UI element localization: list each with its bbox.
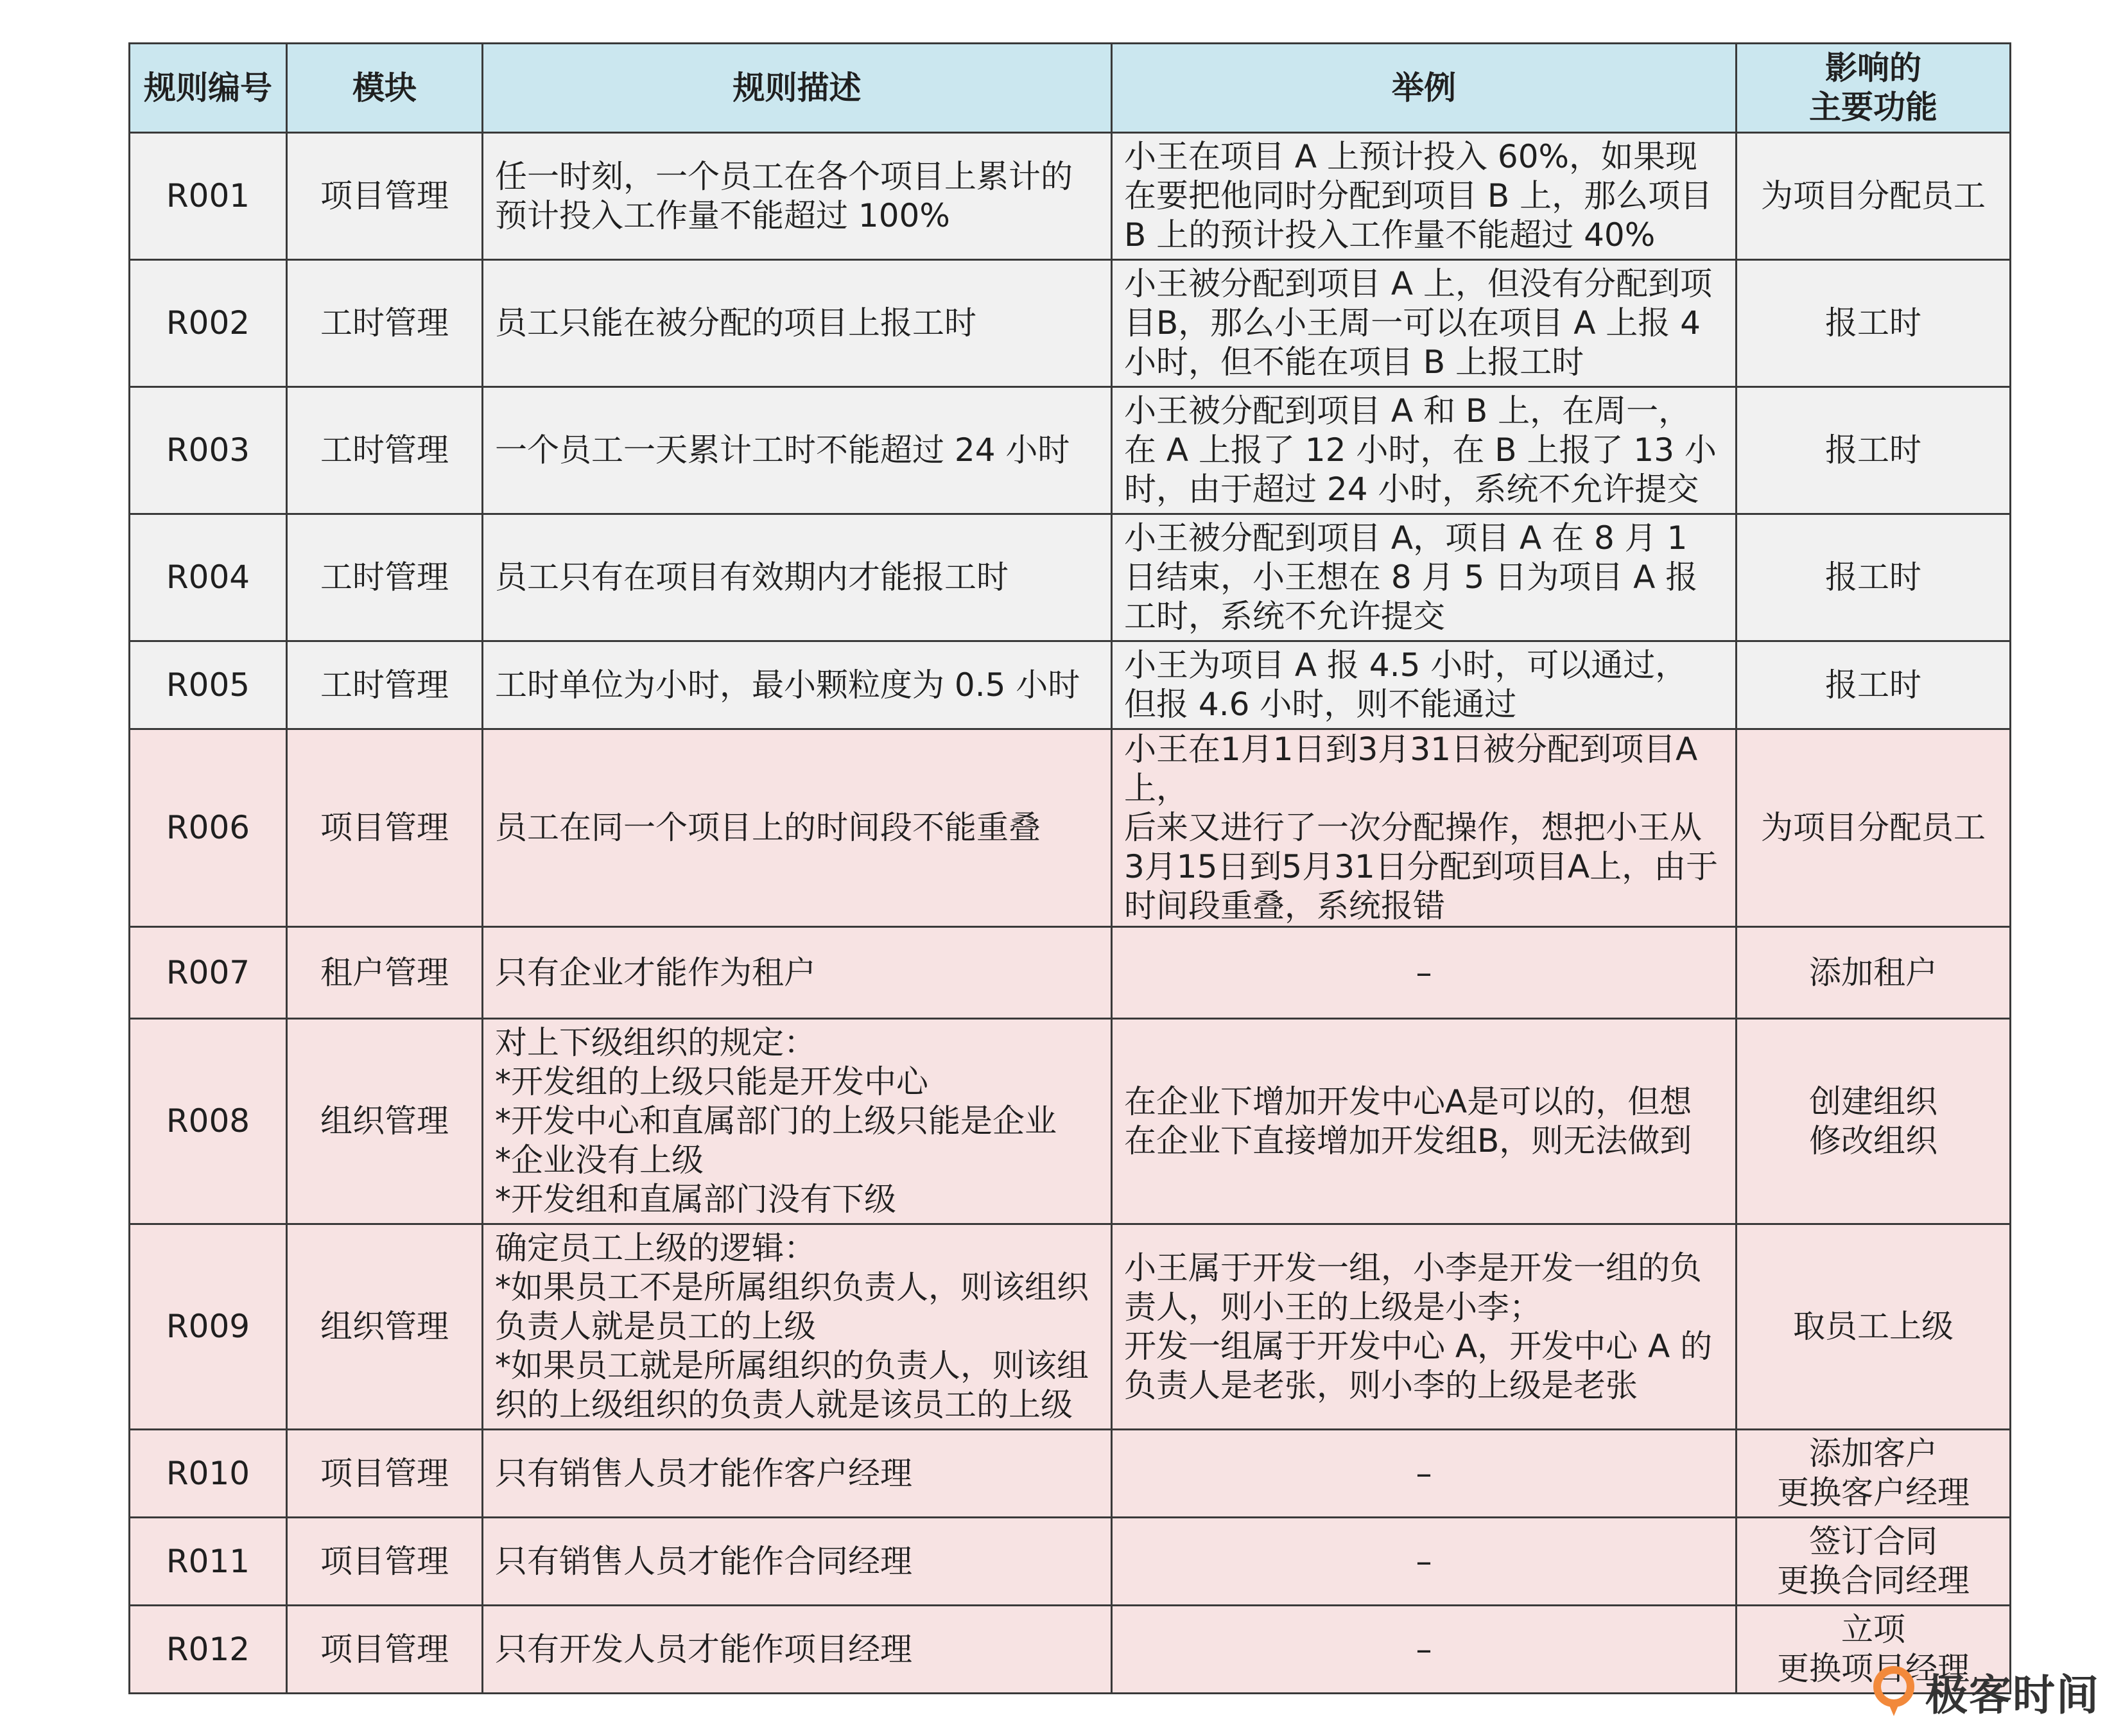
geektime-logo-icon (1870, 1665, 1918, 1719)
function-cell: 报工时 (1737, 514, 2011, 641)
module-cell: 项目管理 (287, 1518, 483, 1606)
description-cell: 一个员工一天累计工时不能超过 24 小时 (483, 387, 1112, 514)
description-cell: 工时单位为小时，最小颗粒度为 0.5 小时 (483, 641, 1112, 729)
header-affected-function: 影响的 主要功能 (1737, 44, 2011, 133)
header-description: 规则描述 (483, 44, 1112, 133)
function-cell: 立项 更换项目经理 (1737, 1606, 2011, 1694)
example-cell: 小王为项目 A 报 4.5 小时，可以通过， 但报 4.6 小时，则不能通过 (1112, 641, 1737, 729)
table-row (130, 641, 2011, 729)
module-cell: 组织管理 (287, 1019, 483, 1224)
header-example: 举例 (1112, 44, 1737, 133)
rule-id-cell: R006 (130, 729, 287, 927)
example-cell: – (1112, 927, 1737, 1019)
rule-id-cell: R011 (130, 1518, 287, 1606)
rules-table (128, 42, 2011, 1694)
rule-id-cell: R005 (130, 641, 287, 729)
function-cell: 为项目分配员工 (1737, 133, 2011, 260)
example-cell: 小王被分配到项目 A，项目 A 在 8 月 1 日结束，小王想在 8 月 5 日为项目 A 报 工时，系统不允许提交 (1112, 514, 1737, 641)
module-cell: 项目管理 (287, 133, 483, 260)
function-cell: 添加客户 更换客户经理 (1737, 1430, 2011, 1518)
rule-id-cell: R003 (130, 387, 287, 514)
function-cell: 报工时 (1737, 387, 2011, 514)
rule-id-cell: R008 (130, 1019, 287, 1224)
function-cell: 报工时 (1737, 641, 2011, 729)
table-row (130, 133, 2011, 260)
example-cell: 小王属于开发一组，小李是开发一组的负 责人，则小王的上级是小李； 开发一组属于开发中心 A，开发中心 A 的 负责人是老张，则小李的上级是老张 (1112, 1224, 1737, 1430)
table-row (130, 1518, 2011, 1606)
table-row (130, 1606, 2011, 1694)
function-cell: 创建组织 修改组织 (1737, 1019, 2011, 1224)
function-cell: 添加租户 (1737, 927, 2011, 1019)
table-row (130, 387, 2011, 514)
table-row (130, 260, 2011, 387)
function-cell: 签订合同 更换合同经理 (1737, 1518, 2011, 1606)
rule-id-cell: R009 (130, 1224, 287, 1430)
description-cell: 只有企业才能作为租户 (483, 927, 1112, 1019)
module-cell: 组织管理 (287, 1224, 483, 1430)
description-cell: 任一时刻，一个员工在各个项目上累计的 预计投入工作量不能超过 100% (483, 133, 1112, 260)
rule-id-cell: R007 (130, 927, 287, 1019)
function-cell: 报工时 (1737, 260, 2011, 387)
example-cell: 在企业下增加开发中心A是可以的，但想 在企业下直接增加开发组B，则无法做到 (1112, 1019, 1737, 1224)
table-row (130, 927, 2011, 1019)
rule-id-cell: R004 (130, 514, 287, 641)
table-row (130, 1019, 2011, 1224)
rule-id-cell: R002 (130, 260, 287, 387)
function-cell: 取员工上级 (1737, 1224, 2011, 1430)
example-cell: – (1112, 1518, 1737, 1606)
description-cell: 员工在同一个项目上的时间段不能重叠 (483, 729, 1112, 927)
example-cell: – (1112, 1430, 1737, 1518)
description-cell: 员工只能在被分配的项目上报工时 (483, 260, 1112, 387)
example-cell: – (1112, 1606, 1737, 1694)
example-cell: 小王被分配到项目 A 上，但没有分配到项 目B，那么小王周一可以在项目 A 上报 4 小时，但不能在项目 B 上报工时 (1112, 260, 1737, 387)
description-cell: 员工只有在项目有效期内才能报工时 (483, 514, 1112, 641)
description-cell: 只有开发人员才能作项目经理 (483, 1606, 1112, 1694)
module-cell: 项目管理 (287, 1606, 483, 1694)
header-rule-id: 规则编号 (130, 44, 287, 133)
table-row (130, 1224, 2011, 1430)
brand-logo (1870, 1661, 2100, 1722)
module-cell: 工时管理 (287, 514, 483, 641)
example-cell: 小王在1月1日到3月31日被分配到项目A上， 后来又进行了一次分配操作，想把小王从 3月15日到5月31日分配到项目A上，由于 时间段重叠，系统报错 (1112, 729, 1737, 927)
module-cell: 租户管理 (287, 927, 483, 1019)
header-row (130, 44, 2011, 133)
module-cell: 工时管理 (287, 260, 483, 387)
description-cell: 确定员工上级的逻辑： *如果员工不是所属组织负责人，则该组织 负责人就是员工的上级 *如果员工就是所属组织的负责人，则该组 织的上级组织的负责人就是该员工的上级 (483, 1224, 1112, 1430)
description-cell: 只有销售人员才能作客户经理 (483, 1430, 1112, 1518)
function-cell: 为项目分配员工 (1737, 729, 2011, 927)
brand-name: 极客时间 (1925, 1671, 2100, 1720)
description-cell: 只有销售人员才能作合同经理 (483, 1518, 1112, 1606)
module-cell: 工时管理 (287, 387, 483, 514)
example-cell: 小王在项目 A 上预计投入 60%，如果现 在要把他同时分配到项目 B 上，那么项目 B 上的预计投入工作量不能超过 40% (1112, 133, 1737, 260)
description-cell: 对上下级组织的规定： *开发组的上级只能是开发中心 *开发中心和直属部门的上级只能是企业 *企业没有上级 *开发组和直属部门没有下级 (483, 1019, 1112, 1224)
table-row (130, 729, 2011, 927)
rule-id-cell: R010 (130, 1430, 287, 1518)
rule-id-cell: R012 (130, 1606, 287, 1694)
example-cell: 小王被分配到项目 A 和 B 上，在周一， 在 A 上报了 12 小时，在 B 上报了 13 小 时，由于超过 24 小时，系统不允许提交 (1112, 387, 1737, 514)
table-row (130, 514, 2011, 641)
module-cell: 工时管理 (287, 641, 483, 729)
header-module: 模块 (287, 44, 483, 133)
module-cell: 项目管理 (287, 1430, 483, 1518)
table-row (130, 1430, 2011, 1518)
module-cell: 项目管理 (287, 729, 483, 927)
rule-id-cell: R001 (130, 133, 287, 260)
